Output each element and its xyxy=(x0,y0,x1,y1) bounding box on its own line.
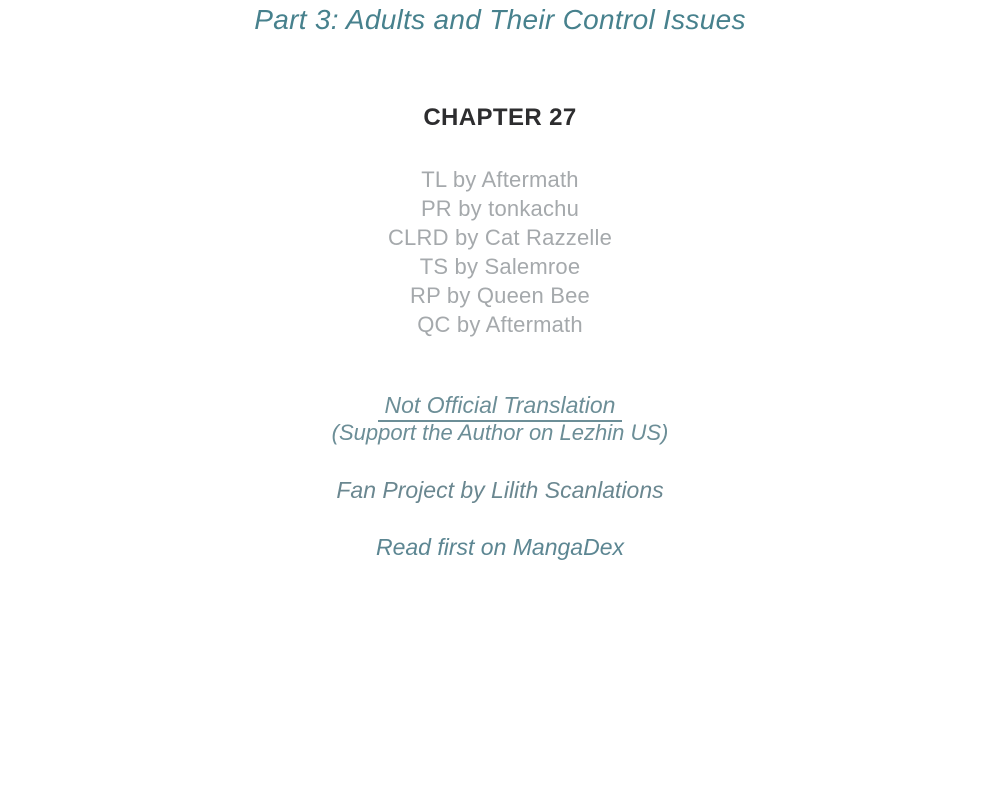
credit-line-rp: RP by Queen Bee xyxy=(410,283,590,308)
unofficial-notice xyxy=(0,394,1000,422)
read-first-note: Read first on MangaDex xyxy=(375,534,624,560)
chapter-heading: CHAPTER 27 xyxy=(423,104,577,131)
fan-project-note: Fan Project by Lilith Scanlations xyxy=(336,477,664,503)
credits-list xyxy=(0,165,1000,339)
credit-line-qc: QC by Aftermath xyxy=(417,312,583,337)
unofficial-notice-text: Not Official Translation xyxy=(378,394,623,422)
support-author-note: (Support the Author on Lezhin US) xyxy=(331,420,669,445)
credit-line-clrd: CLRD by Cat Razzelle xyxy=(387,225,613,250)
credit-line-pr: PR by tonkachu xyxy=(420,196,580,221)
credit-line-tl: TL by Aftermath xyxy=(421,167,579,192)
part-title: Part 3: Adults and Their Control Issues xyxy=(254,4,746,35)
credit-line-ts: TS by Salemroe xyxy=(419,254,581,279)
